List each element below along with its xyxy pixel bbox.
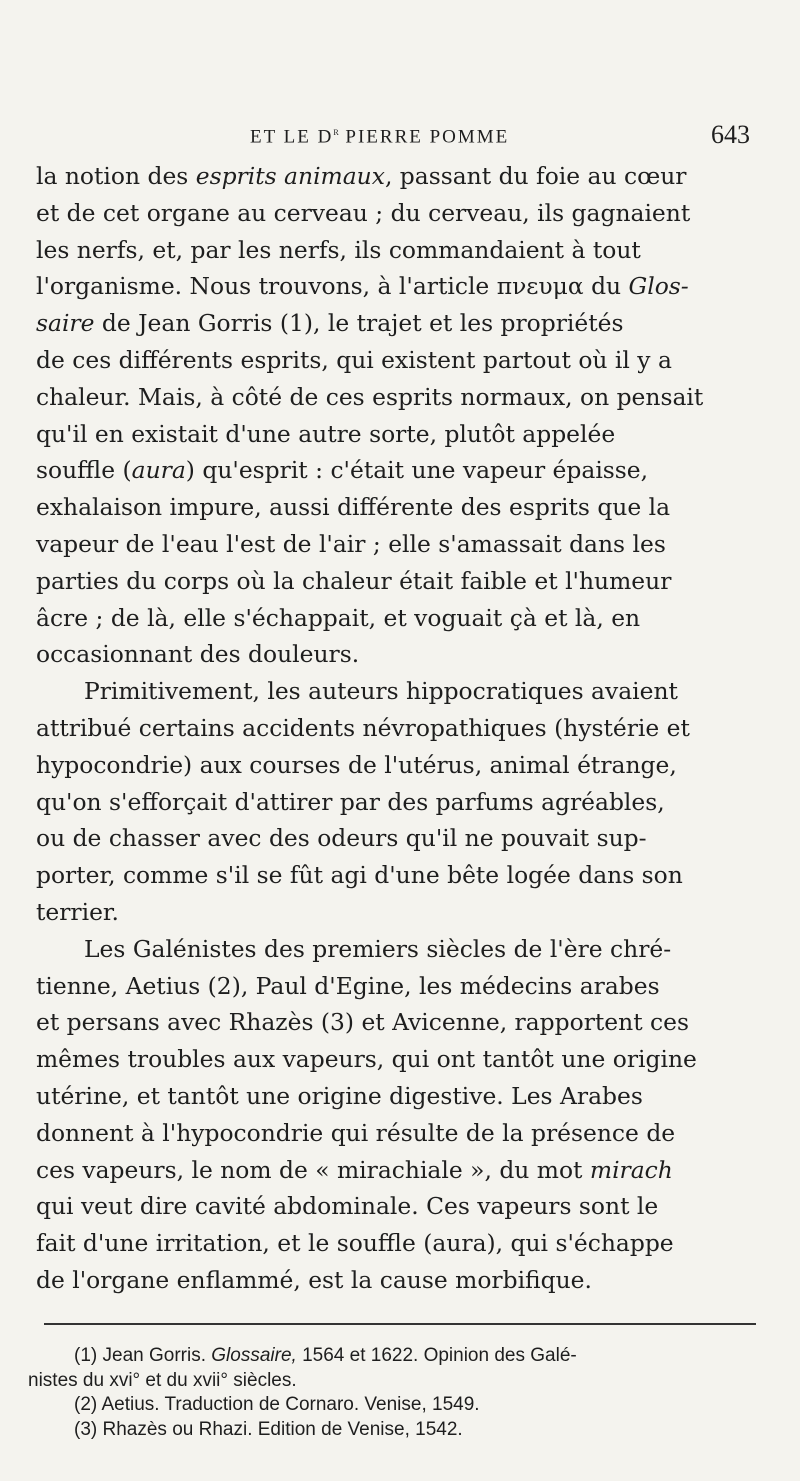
text-line — [36, 489, 756, 526]
footnotes — [28, 1344, 768, 1442]
text-segment: aura — [131, 456, 186, 485]
text-segment: Les Galénistes des premiers siècles de l'ère chré- — [84, 934, 672, 963]
footnote-number: (3) — [74, 1418, 103, 1440]
footnote — [28, 1344, 768, 1369]
text-segment: porter, comme s'il se fût agi d'une bête logée dans son — [36, 861, 683, 890]
running-title-suffix: PIERRE POMME — [338, 126, 510, 148]
text-line — [36, 342, 756, 379]
text-line — [36, 1225, 756, 1262]
text-line — [36, 526, 756, 563]
text-line — [36, 857, 756, 894]
text-line — [36, 268, 756, 305]
text-line — [36, 968, 756, 1005]
text-line — [36, 158, 756, 195]
text-line — [36, 379, 756, 416]
text-segment: de ces différents esprits, qui existent partout où il y a — [36, 345, 672, 374]
text-segment: utérine, et tantôt une origine digestive. Les Arabes — [36, 1081, 643, 1110]
running-title — [250, 126, 509, 148]
text-segment: Glos- — [628, 272, 689, 301]
text-line — [36, 1188, 756, 1225]
text-segment: terrier. — [36, 897, 119, 926]
paragraph — [36, 673, 756, 931]
text-line — [36, 1004, 756, 1041]
text-line — [36, 931, 756, 968]
text-segment: attribué certains accidents névropathiques (hystérie et — [36, 713, 690, 742]
text-segment: esprits animaux — [195, 162, 385, 190]
paragraph — [36, 158, 756, 673]
text-segment: chaleur. Mais, à côté de ces esprits normaux, on pensait — [36, 382, 704, 411]
text-segment: , passant du foie au cœur — [384, 162, 687, 190]
footnote — [28, 1418, 768, 1443]
text-segment: l'organisme. Nous trouvons, à l'article πνευμα du — [36, 272, 629, 301]
text-line — [36, 710, 756, 747]
footnote-italic: Glossaire, — [211, 1345, 297, 1366]
text-line — [36, 784, 756, 821]
text-segment: la notion des — [36, 162, 196, 190]
text-line — [36, 195, 756, 232]
footnote-text: Aetius. Traduction de Cornaro. Venise, 1549. — [101, 1394, 480, 1415]
footnote-text: Jean Gorris. — [102, 1345, 212, 1366]
text-segment: vapeur de l'eau l'est de l'air ; elle s'amassait dans les — [36, 529, 666, 558]
text-line — [36, 1078, 756, 1115]
text-segment: hypocondrie) aux courses de l'utérus, animal étrange, — [36, 750, 677, 779]
text-line — [36, 1041, 756, 1078]
running-title-prefix: ET LE D — [250, 126, 334, 148]
footnote-divider — [44, 1323, 756, 1325]
text-segment: mirach — [589, 1155, 673, 1184]
text-segment: qui veut dire cavité abdominale. Ces vapeurs sont le — [36, 1192, 659, 1221]
text-segment: souffle ( — [36, 456, 132, 485]
footnote-number: (1) — [74, 1345, 103, 1366]
footnote-number: (2) — [74, 1394, 102, 1415]
text-line — [36, 673, 756, 710]
text-segment: ou de chasser avec des odeurs qu'il ne pouvait sup- — [36, 824, 647, 853]
text-segment: mêmes troubles aux vapeurs, qui ont tantôt une origine — [36, 1045, 697, 1074]
footnote-text: 1564 et 1622. Opinion des Galé- — [296, 1345, 577, 1366]
text-line — [36, 563, 756, 600]
text-segment: saire — [36, 309, 95, 338]
text-segment: les nerfs, et, par les nerfs, ils commandaient à tout — [36, 235, 641, 264]
text-line — [36, 232, 756, 269]
text-segment: ces vapeurs, le nom de « mirachiale », du mot — [36, 1155, 590, 1184]
text-segment: exhalaison impure, aussi différente des esprits que la — [36, 493, 671, 522]
text-segment: âcre ; de là, elle s'échappait, et voguait çà et là, en — [36, 603, 641, 632]
text-segment: tienne, Aetius (2), Paul d'Egine, les médecins arabes — [36, 971, 660, 1000]
text-segment: de Jean Gorris (1), le trajet et les propriétés — [94, 309, 624, 338]
text-segment: et de cet organe au cerveau ; du cerveau, ils gagnaient — [36, 198, 691, 227]
page-number: 643 — [711, 120, 750, 149]
footnote-text: Rhazès ou Rhazi. Edition de Venise, 1542. — [102, 1418, 463, 1440]
text-line — [36, 1152, 756, 1189]
body-text — [36, 158, 756, 1299]
text-segment: et persans avec Rhazès (3) et Avicenne, rapportent ces — [36, 1008, 689, 1037]
text-segment: ) qu'esprit : c'était une vapeur épaisse, — [185, 456, 649, 485]
text-line — [36, 747, 756, 784]
text-segment: qu'on s'efforçait d'attirer par des parfums agréables, — [36, 787, 665, 816]
text-line — [36, 416, 756, 453]
running-header — [60, 120, 760, 156]
text-line — [36, 1262, 756, 1299]
text-line — [36, 1115, 756, 1152]
text-line — [36, 305, 756, 342]
text-segment: donnent à l'hypocondrie qui résulte de la présence de — [36, 1118, 676, 1147]
text-line — [36, 636, 756, 673]
text-line — [36, 894, 756, 931]
footnote — [28, 1393, 768, 1418]
text-segment: occasionnant des douleurs. — [36, 640, 360, 669]
footnote-continuation: nistes du xvi° et du xvii° siècles. — [28, 1369, 297, 1391]
text-segment: de l'organe enflammé, est la cause morbifique. — [36, 1265, 592, 1294]
running-title-superscript: r — [333, 126, 339, 138]
text-line — [36, 820, 756, 857]
text-line — [36, 600, 756, 637]
text-segment: qu'il en existait d'une autre sorte, plutôt appelée — [36, 419, 616, 448]
text-segment: parties du corps où la chaleur était faible et l'humeur — [36, 566, 672, 595]
text-segment: fait d'une irritation, et le souffle (aura), qui s'échappe — [36, 1229, 674, 1258]
paragraph — [36, 931, 756, 1299]
text-segment: Primitivement, les auteurs hippocratiques avaient — [84, 677, 678, 706]
text-line — [36, 452, 756, 489]
